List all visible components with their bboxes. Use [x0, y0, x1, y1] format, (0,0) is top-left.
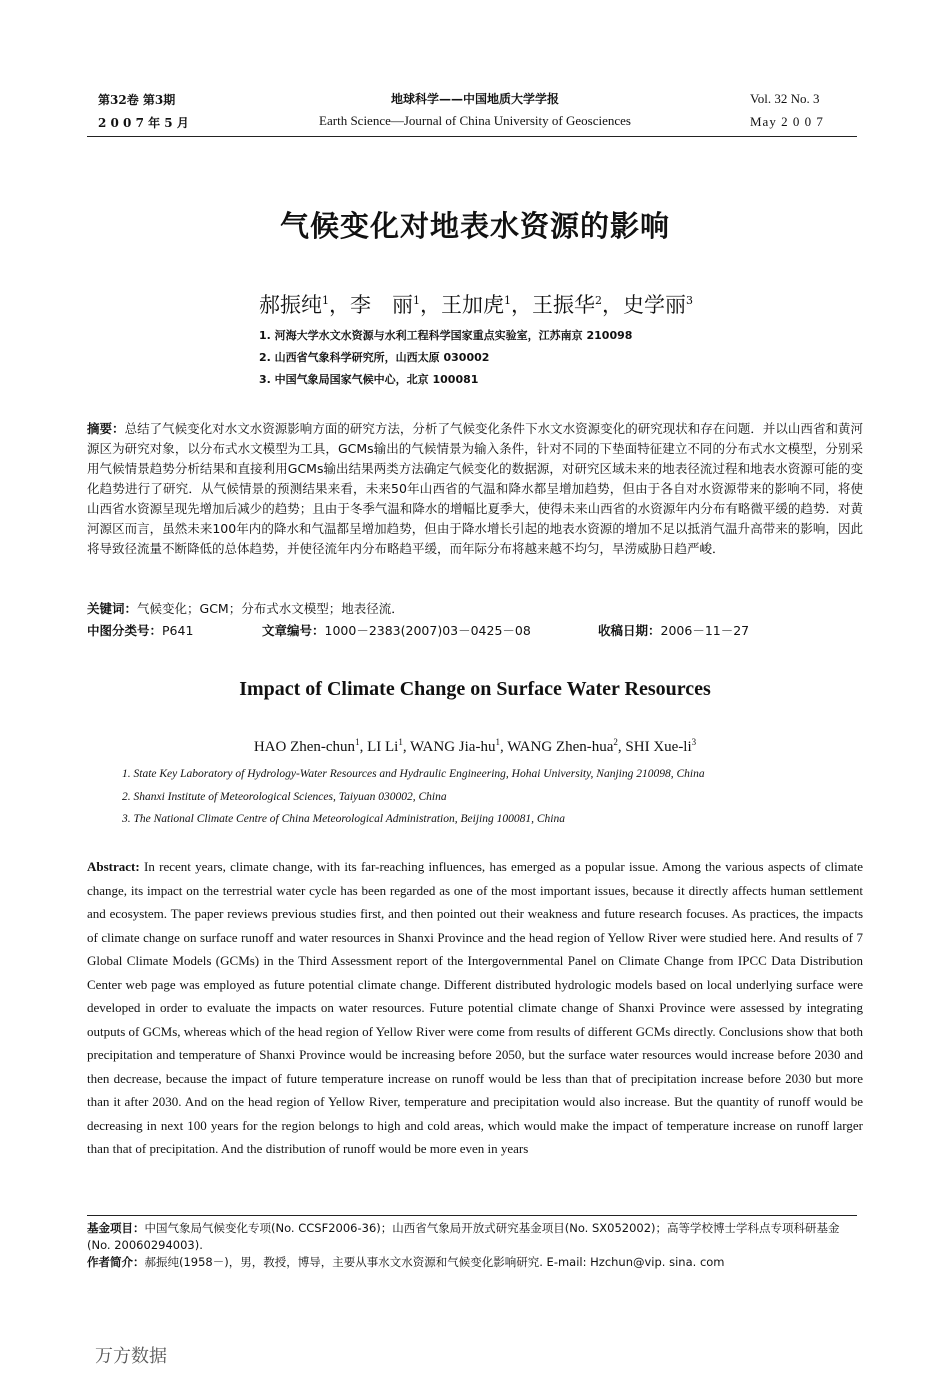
affiliation-cn: 2. 山西省气象科学研究所，山西太原 030002: [259, 351, 490, 364]
header-rule: [87, 136, 857, 137]
header-journal-cn: 地球科学——中国地质大学学报: [390, 92, 559, 106]
author-sup: 3: [686, 294, 693, 307]
footnote-bio: [87, 1254, 863, 1271]
wanfang-watermark: 万方数据: [95, 1346, 167, 1367]
bio-text: 郝振纯(1958－)，男，教授，博导，主要从事水文水资源和气候变化影响研究. E-mail: Hzchun@vip. sina. com: [144, 1255, 725, 1269]
author-sup: 1: [413, 294, 420, 307]
author-en: SHI Xue-li: [625, 739, 692, 755]
clc-value: P641: [162, 623, 194, 638]
header-date-en: May 2 0 0 7: [750, 114, 824, 129]
abstract-cn-label: 摘要：: [87, 421, 125, 436]
clc-label: 中图分类号：: [87, 623, 163, 638]
keywords-cn-label: 关键词：: [87, 601, 138, 616]
title-en: Impact of Climate Change on Surface Water Resources: [239, 678, 711, 700]
author-sup: 3: [691, 737, 697, 747]
keywords-cn: [87, 599, 863, 619]
affiliation-cn: 3. 中国气象局国家气候中心，北京 100081: [259, 373, 479, 386]
article-value: 1000－2383(2007)03－0425－08: [324, 623, 531, 638]
author-cn: 史学丽: [623, 293, 686, 317]
received-value: 2006－11－27: [660, 623, 750, 638]
author-en: HAO Zhen-chun: [253, 739, 356, 755]
author-sup: 1: [495, 737, 500, 747]
author-en: WANG Zhen-hua: [507, 739, 614, 755]
authors-en: HAO Zhen-chun$^1$, LI Li$^1$, WANG Jia-$hu^1$, WANG Zhen-hua$^2$, SHI Xue-$li^3$: [253, 737, 697, 755]
received-label: 收稿日期：: [598, 623, 661, 638]
header-journal-en: Earth Science—Journal of China University of Geosciences: [319, 113, 631, 128]
header-volume-en: Vol. 32 No. 3: [750, 91, 820, 106]
keywords-cn-text: 气候变化；GCM；分布式水文模型；地表径流．: [137, 601, 404, 616]
bio-label: 作者简介：: [87, 1255, 145, 1269]
author-sup: 2: [595, 294, 602, 307]
abstract-en-label: Abstract:: [87, 859, 140, 874]
authors-cn: 郝振纯$^1$，李 丽$^1$，王加虎$^1$，王振华$^2$，史学丽$^3$: [259, 293, 693, 317]
author-cn: 王加虎: [441, 293, 504, 317]
received-date: [598, 621, 749, 639]
header-volume-cn: 第32卷 第3期: [98, 93, 176, 107]
clc-number: [87, 621, 193, 639]
author-en: WANG Jia-hu: [410, 739, 496, 755]
footnote-rule: [87, 1215, 857, 1216]
header-date-cn: 2 0 0 7 年 5 月: [98, 116, 189, 130]
article-number: [262, 621, 531, 639]
author-sup: 1: [355, 737, 360, 747]
affiliation-en: 2. Shanxi Institute of Meteorological Sciences, Taiyuan 030002, China: [122, 791, 447, 803]
affiliation-en: 3. The National Climate Centre of China Meteorological Administration, Beijing 100081, China: [122, 813, 565, 825]
abstract-cn: [87, 419, 863, 559]
author-en: LI Li: [367, 739, 399, 755]
author-sup: 2: [613, 737, 618, 747]
fund-text: 中国气象局气候变化专项(No. CCSF2006-36)；山西省气象局开放式研究基金项目(No. SX052002)；高等学校博士学科点专项科研基金(No. 20060294003).: [87, 1221, 840, 1252]
article-label: 文章编号：: [262, 623, 325, 638]
footnote-fund: [87, 1220, 863, 1254]
author-sup: 1: [322, 294, 329, 307]
abstract-en-text: In recent years, climate change, with its far-reaching influences, has emerged as a popular issue. Among the various aspects of climate change, its impact on the terrestrial water cycle has been regarded as one of the most important issues, because it directly affects human settlement and ecosystem. The paper reviews previous studies first, and then pointed out their weakness and future research focuses. As practices, the impacts of climate change on surface runoff and water resources in Shanxi Province and the head region of Yellow River were studied here. And results of 7 Global Climate Models (GCMs) in the Third Assessment report of the Intergovernmental Panel on Climate Change from IPCC Data Distribution Center web page was employed as future potential climate change. Different distributed hydrologic models based on local underlying surface were developed in order to evaluate the impacts on water resources. Future potential climate change of Shanxi Province were assessed by integrating outputs of GCMs, whereas which of the head region of Yellow River were come from results of different GCMs directly. Conclusions show that both precipitation and temperature of Shanxi Province would be increasing before 2050, but the surface water resources would increase before 2030 and then decrease, because the impact of future temperature increase on runoff would be less than that of precipitation increase before 2030 but more than it after 2030. And on the head region of Yellow River, temperature and precipitation would also increase. But the quantity of runoff would be decreasing in next 100 years for the region belongs to high and cold areas, which would make the impact of temperature increase on runoff larger than that of precipitation. And the distribution of runoff would be more even in years: [87, 859, 864, 1156]
fund-label: 基金项目：: [87, 1221, 145, 1235]
author-sup: 1: [504, 294, 511, 307]
abstract-cn-text: 总结了气候变化对水文水资源影响方面的研究方法，分析了气候变化条件下水文水资源变化的研究现状和存在问题．并以山西省和黄河源区为研究对象，以分布式水文模型为工具，GCMs输出的气候情景为输入条件，针对不同的下垫面特征建立不同的分布式水文模型，分别采用气候情景趋势分析结果和直接利用GCMs输出结果两类方法确定气候变化的数据源，对研究区域未来的地表径流过程和地表水资源可能的变化趋势进行了研究．从气候情景的预测结果来看，未来50年山西省的气温和降水都呈增加趋势，但由于各自对水资源带来的影响不同，将使山西省水资源呈现先增加后减少的趋势；且由于冬季气温和降水的增幅比夏季大，使得未来山西省的水资源年内分布有略微平缓的趋势．对黄河源区而言，虽然未来100年内的降水和气温都呈增加趋势，但由于降水增长引起的地表水资源的增加不足以抵消气温升高带来的影响，因此将导致径流量不断降低的总体趋势，并使径流年内分布略趋平缓，而年际分布将越来越不均匀，旱涝威胁日趋严峻．: [87, 421, 863, 556]
author-cn: 郝振纯: [259, 293, 322, 317]
author-cn: 王振华: [532, 293, 595, 317]
author-cn: 李 丽: [350, 293, 413, 317]
affiliation-cn: 1. 河海大学水文水资源与水利工程科学国家重点实验室，江苏南京 210098: [259, 329, 633, 342]
author-sup: 1: [398, 737, 403, 747]
title-cn: 气候变化对地表水资源的影响: [279, 209, 670, 243]
affiliation-en: 1. State Key Laboratory of Hydrology-Water Resources and Hydraulic Engineering, Hohai University, Nanjing 210098, China: [122, 768, 705, 780]
abstract-en: [87, 855, 863, 1161]
